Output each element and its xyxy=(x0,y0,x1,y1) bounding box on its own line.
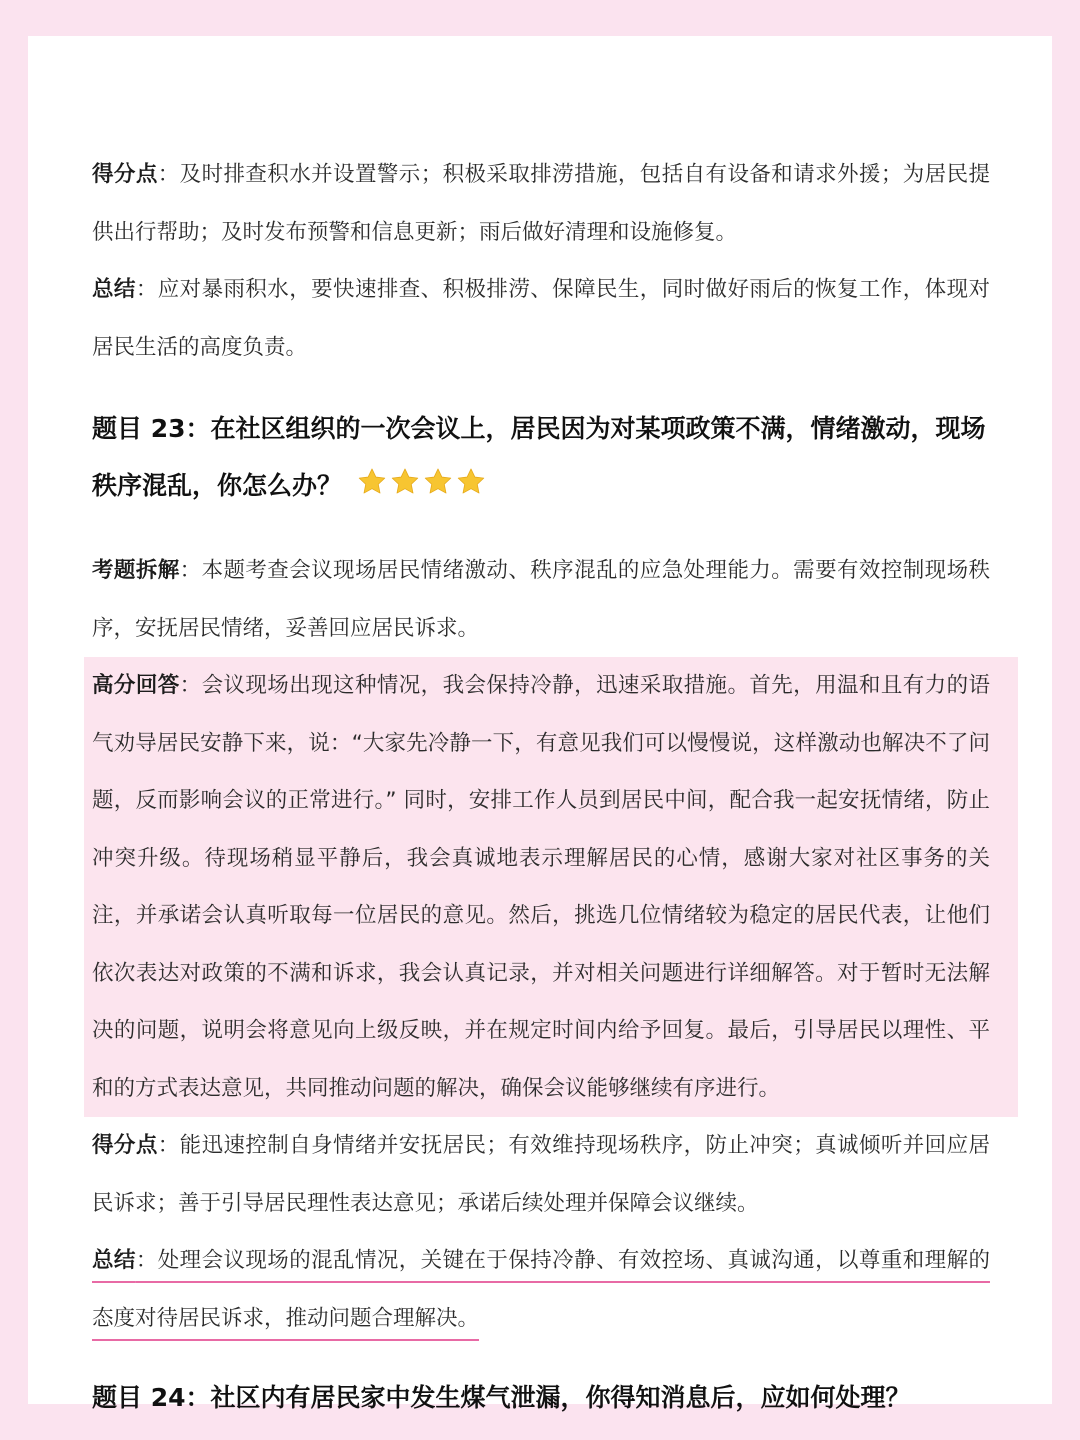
score-points-label: 得分点 xyxy=(92,1133,158,1158)
summary-text: ：应对暴雨积水，要快速排查、积极排涝、保障民生，同时做好雨后的恢复工作，体现对居民生活的高度负责。 xyxy=(92,277,990,360)
answer-text: ：会议现场出现这种情况，我会保持冷静，迅速采取措施。首先，用温和且有力的语气劝导居民安静下来，说：“大家先冷静一下，有意见我们可以慢慢说，这样激动也解决不了问题，反而影响会议的正常进行。” 同时，安排工作人员到居民中间，配合我一起安抚情绪，防止冲突升级。待现场稍显平静后，我会真诚地表示理解居民的心情，感谢大家对社区事务的关注，并承诺会认真听取每一位居民的意见。然后，挑选几位情绪较为稳定的居民代表，让他们依次表达对政策的不满和诉求，我会认真记录，并对相关问题进行详细解答。对于暂时无法解决的问题，说明会将意见向上级反映，并在规定时间内给予回复。最后，引导居民以理性、平和的方式表达意见，共同推动问题的解决，确保会议能够继续有序进行。 xyxy=(92,673,990,1101)
answer-label: 高分回答 xyxy=(92,673,180,698)
answer-highlight-box xyxy=(84,657,1018,1117)
question-23-title-text: 题目 23：在社区组织的一次会议上，居民因为对某项政策不满，情绪激动，现场秩序混乱，你怎么办？ xyxy=(92,414,986,500)
document-page xyxy=(28,36,1052,1412)
analysis-text: ：本题考查会议现场居民情绪激动、秩序混乱的应急处理能力。需要有效控制现场秩序，安抚居民情绪，妥善回应居民诉求。 xyxy=(92,558,990,641)
document-content xyxy=(92,146,990,1426)
star-icon xyxy=(422,466,454,498)
question-24-title xyxy=(92,1369,990,1426)
star-icon xyxy=(389,466,421,498)
question-23-title xyxy=(92,400,990,518)
star-icon xyxy=(356,466,388,498)
answer-23 xyxy=(92,657,990,1117)
star-icon xyxy=(455,466,487,498)
difficulty-stars xyxy=(356,461,488,518)
score-points-22 xyxy=(92,146,990,261)
score-points-text: ：及时排查积水并设置警示；积极采取排涝措施，包括自有设备和请求外援；为居民提供出行帮助；及时发布预警和信息更新；雨后做好清理和设施修复。 xyxy=(92,162,990,245)
summary-label: 总结 xyxy=(92,277,136,302)
question-24-title-text: 题目 24：社区内有居民家中发生煤气泄漏，你得知消息后，应如何处理？ xyxy=(92,1383,911,1412)
analysis-23 xyxy=(92,542,990,657)
analysis-label: 考题拆解 xyxy=(92,558,180,583)
score-points-text: ：能迅速控制自身情绪并安抚居民；有效维持现场秩序，防止冲突；真诚倾听并回应居民诉求；善于引导居民理性表达意见；承诺后续处理并保障会议继续。 xyxy=(92,1133,990,1216)
summary-22 xyxy=(92,261,990,376)
summary-23 xyxy=(92,1232,990,1347)
score-points-label: 得分点 xyxy=(92,162,158,187)
score-points-23 xyxy=(92,1117,990,1232)
summary-text: ：处理会议现场的混乱情况，关键在于保持冷静、有效控场、真诚沟通，以尊重和理解的态度对待居民诉求，推动问题合理解决。 xyxy=(92,1248,990,1331)
summary-label: 总结 xyxy=(92,1248,136,1273)
